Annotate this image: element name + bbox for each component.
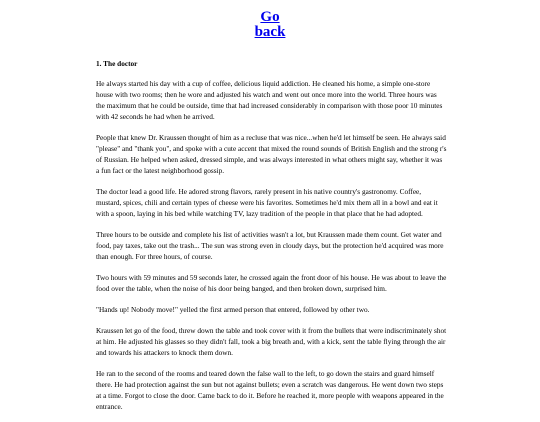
- story-paragraph: He always started his day with a cup of coffee, delicious liquid addiction. He cleaned his home, a simple one-store house with two rooms; then he wore and adjusted his watch and went out once more into the world. Three hours was the maximum that he could be outside, time that had increased considerably in comparison with those poor 10 minutes with 42 seconds he had when he arrived.: [96, 79, 443, 121]
- go-back-link[interactable]: [0, 10, 540, 40]
- go-back-link-line1[interactable]: Go: [260, 9, 280, 25]
- story-paragraph: "Hands up! Nobody move!" yelled the first armed person that entered, followed by other two.: [96, 305, 370, 314]
- chapter-title: 1. The doctor: [96, 59, 138, 68]
- story-paragraph: The doctor lead a good life. He adored strong flavors, rarely present in his native country's gastronomy. Coffee, mustard, spices, chili and certain types of cheese were his favorites. Sometimes he'd mix them all in a bowl and eat it with a spoon, laying in his bed while watching TV, lazy tradition of the people in that place that he had adopted.: [96, 187, 438, 218]
- story-paragraph: He ran to the second of the rooms and teared down the false wall to the left, to go down the stairs and guard himself there. He had protection against the sun but not against bullets; even a scratch was dangerous. He went down two steps at a time. Forgot to close the door. Came back to do it. Before he reached it, more people with weapons appeared in the entrance.: [96, 369, 444, 411]
- story-paragraph: Two hours with 59 minutes and 59 seconds later, he crossed again the front door of his house. He was about to leave the food over the table, when the noise of his door being banged, and then broken down, surprised him.: [96, 273, 447, 293]
- go-back-link-line2[interactable]: back: [254, 24, 286, 40]
- story-paragraph: Three hours to be outside and complete his list of activities wasn't a lot, but Kraussen made them count. Get water and food, pay taxes, take out the trash... The sun was strong even in cloudy days, but the protection he'd acquired was more than enough. For three hours, of course.: [96, 230, 444, 261]
- story-content: [96, 59, 447, 422]
- story-paragraph: Kraussen let go of the food, threw down the table and took cover with it from the bullets that were indiscriminately shot at him. He adjusted his glasses so they didn't fall, took a big breath and, with a kick, sent the table flying through the air and towards his attackers to knock them down.: [96, 326, 447, 357]
- story-paragraph: People that knew Dr. Kraussen thought of him as a recluse that was nice...when he'd let himself be seen. He always said "please" and "thank you", and spoke with a cute accent that mixed the round sounds of British English and the strong r's of Russian. He helped when asked, dressed simple, and was always interested in what others might say, whether it was a fun fact or the latest neighborhood gossip.: [96, 133, 447, 175]
